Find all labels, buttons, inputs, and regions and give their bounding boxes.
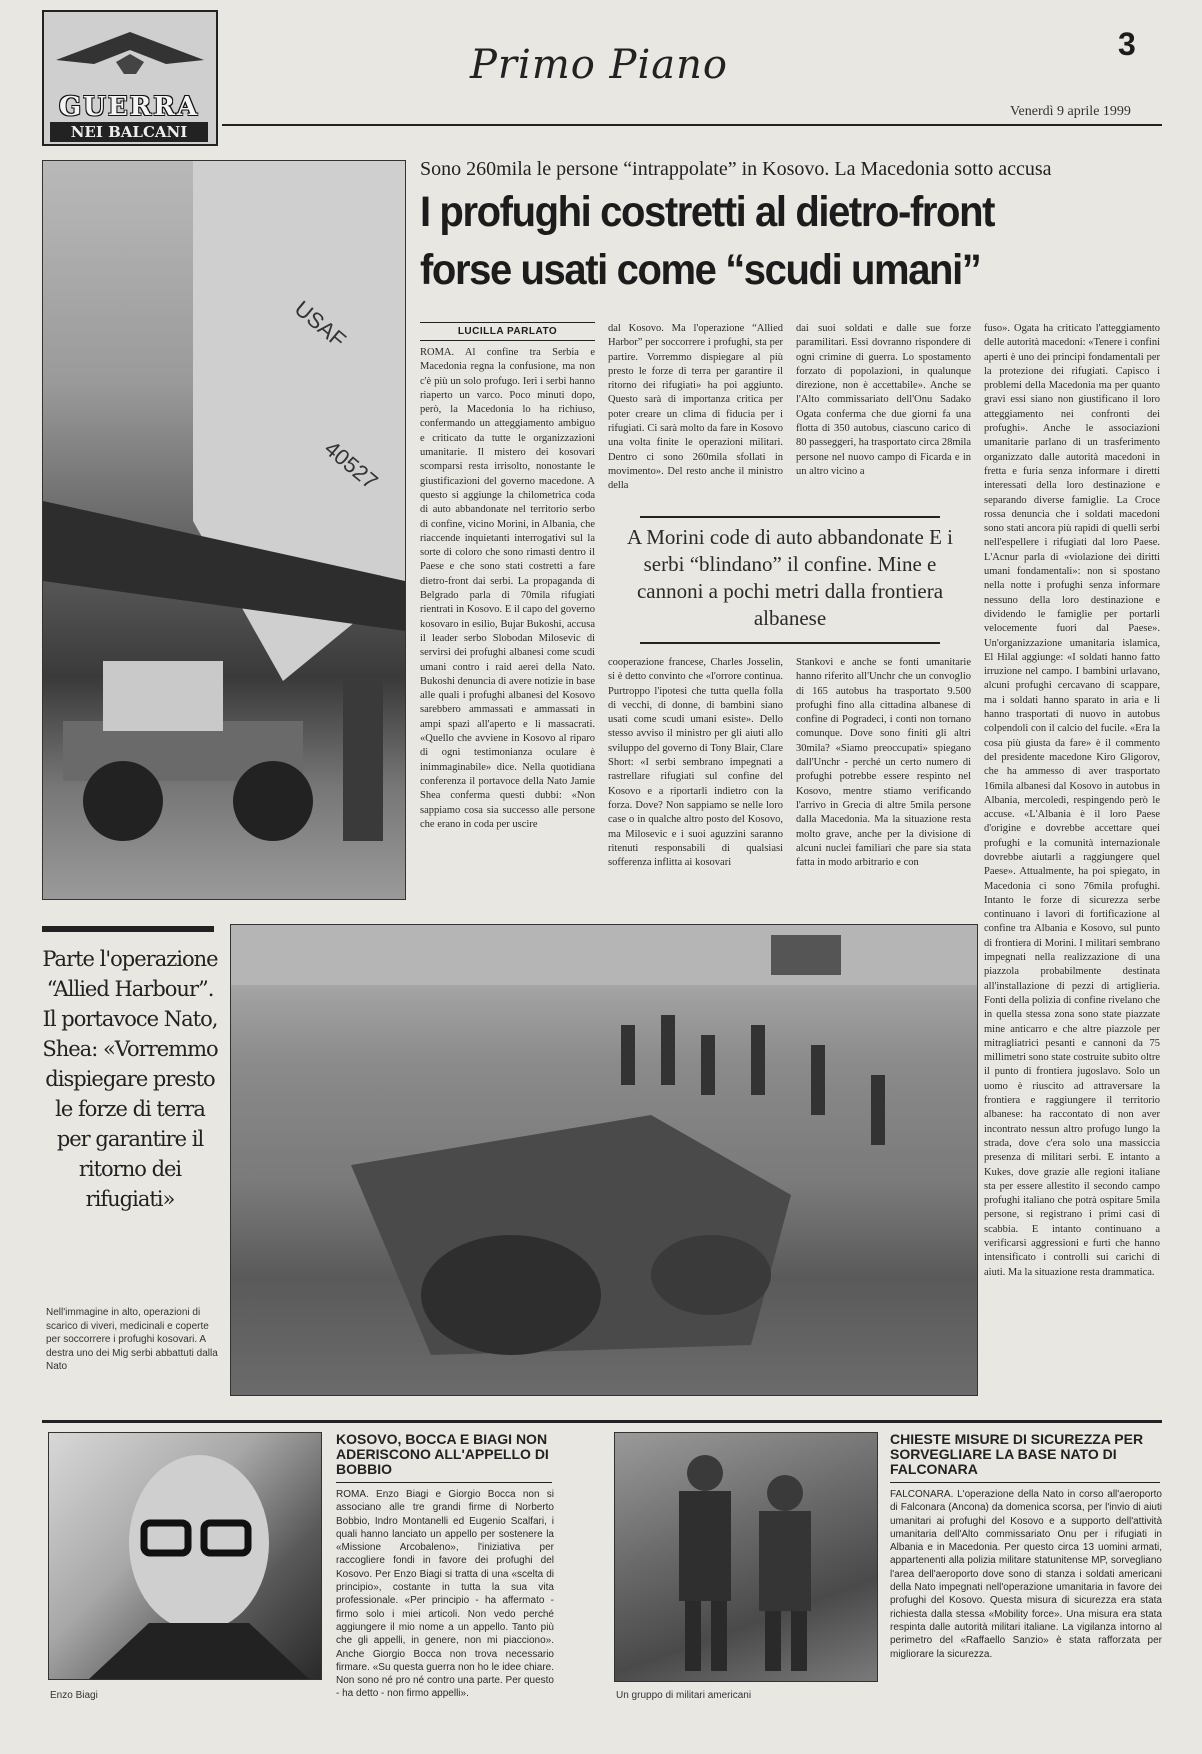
byline-rule-bottom	[420, 340, 595, 341]
pullquote-rule-top	[640, 516, 940, 518]
american-soldiers-photo	[614, 1432, 878, 1682]
bottom-right-body: FALCONARA. L'operazione della Nato in corso all'aeroporto di Falconara (Ancona) da domenica scorsa, per l'invio di aiuti umanitari ai profughi del Kosovo e a supporto dell'attività umanitaria dell'Alto commissariato Onu per i rifugiati in Albania e in Macedonia. Per questo circa 13 uomini armati, appartenenti alla polizia militare statunitense MP, sorvegliano l'area dell'aeroporto dove sono di stanza i soldati americani della Nato impegnati nell'operazione umanitaria in favore dei profughi del Kosovo. Questa misura di sicurezza era stata richiesta dalla stessa «Mobility force». Una misura era stata respinta dalle autorità militari italiane. La vigilanza intorno al perimetro del «Raffaello Sanzio» è stata rafforzata per migliorare la sicurezza.	[890, 1489, 1162, 1660]
byline: LUCILLA PARLATO	[457, 326, 558, 337]
page-title	[470, 42, 750, 88]
sidebar-rule	[42, 926, 214, 932]
cargo-plane-photo	[42, 160, 406, 900]
bottom-left-body: ROMA. Enzo Biagi e Giorgio Bocca non si associano alle tre grandi firme di Norberto Bobbio, Indro Montanelli ed Eugenio Scalfari, i quali hanno lanciato un appello per sostenere la «Missione Arcobaleno», l'iniziativa per raccogliere fondi in favore dei profughi del Kosovo. Per Enzo Biagi si tratta di una «scelta di principio», costante in tutta la sua vita professionale. «Per principio - ha affermato - firmo solo i miei articoli. Non vedo perché aggiungere il mio nome a un appello. Tanto più che gli appelli, in genere, non mi piacciono». Anche Giorgio Bocca non trova necessario firmare. «Su questa guerra non ho le idee chiare. Non sono né pro né contro una parte. Per questo - ha detto - non firmo appelli».	[336, 1489, 554, 1698]
photo-caption: Nell'immagine in alto, operazioni di scarico di viveri, medicinali e coperte per soccorrere i profughi kosovari. A destra uno dei Mig serbi abbattuti dalla Nato	[46, 1307, 218, 1372]
section-badge-top: GUERRA	[58, 92, 200, 122]
headline-line-2: forse usati come “scudi umani”	[420, 246, 981, 294]
article-column-2-top: dal Kosovo. Ma l'operazione “Allied Harbor” per soccorrere i profughi, sta per partire. Vorremmo dispiegare al più presto le forze di terra per garantire il ritorno dei rifugiati» ha poi aggiunto. Questo sarà di importanza critica per poter creare un clima di fiducia per i rifugiati. Ci sarà molto da fare in Kosovo una volta finite le operazioni militari. Dentro ci sono 260mila sfollati in movimento». Del resto anche il ministro della	[608, 323, 783, 492]
article-column-4: fuso». Ogata ha criticato l'atteggiamento delle autorità macedoni: «Tenere i confini aperti è uno dei principi fondamentali per la protezione dei rifugiati. Capisco i problemi della Macedonia ma per quanto gravi essi siano non giustificano il loro atteggiamento nei confronti dei profughi». Anche le associazioni umanitarie parlano di un trasferimento organizzato dalle autorità macedoni in fretta e furia senza informare i diretti interessati della loro destinazione e separando diverse famiglie. La Croce rossa denuncia che i soldati macedoni sono stati ancora più rapidi di quelli serbi nell'espellere i rifugiati dal loro Paese. L'Acnur parla di «violazione dei diritti umani fondamentali»: non si spostano nella notte i profughi senza informare nessuno della loro destinazione e dividendo le famiglie per portarli velocemente fuori dal Paese». Un'organizzazione umanitaria islamica, El Hilal aggiunge: «I soldati hanno fatto irruzione nel campo. I bambini urlavano, alcuni profughi cercavano di scappare, ma i soldati hanno sparato in aria e li hanno trasportati di nuovo in autobus colpendoli con il calcio del fucile. «Era la cosa più giusta da fare» è il commento del presidente macedone Kiro Gligorov, che ha ammesso di aver trasportato 16mila albanesi dal Kosovo in autobus in Albania, mercoledì, respingendo però le accuse. «L'Albania è il loro Paese d'origine e dovrebbe accettare quei profughi e la comunità internazionale dovrebbe aiutarli a raggiungere quel Paese». Attualmente, ha poi spiegato, in Macedonia ci sono 76mila profughi. Intanto le forze di sicurezza serbe continuano i lavori di fortificazione al confine tra Albania e Kosovo, sul punto di frontiera di Morini. I militari sembrano impegnati nella realizzazione di una piazzola probabilmente destinata all'installazione di pezzi di artiglieria. Fonti della polizia di confine rivelano che in quella stessa zona sono state piazzate mine anticarro e che altre piazzole per mitragliatrici pesanti e cannoni da 75 millimetri sono state costruite subito oltre il punto di frontiera jugoslavo. Solo un uomo è riuscito ad attraversare la frontiera e raggiungere il territorio albanese: ha raccontato di non aver incontrato nessun altro profugo lungo la strada, dove c'era solo una massiccia presenza di militari serbi. E intanto a Kukes, dove grazie alle regioni italiane sta per essere allestito il secondo campo profughi italiano che potrà ospitare 5mila persone, si registrano i primi casi di scabbia. E intanto continuano a verificarsi aggressioni e furti che hanno intensificato i controlli sui carichi di aiuti. Ma la situazione resta drammatica.	[984, 323, 1160, 1278]
section-badge	[42, 10, 218, 146]
date: Venerdì 9 aprile 1999	[1010, 104, 1131, 119]
article-column-1: ROMA. Al confine tra Serbia e Macedonia regna la confusione, ma non c'è più un solo profugo. Ieri i serbi hanno riaperto un varco. Poco minuti dopo, però, la Macedonia lo ha richiuso, confermando un atteggiamento ambiguo e criticato da tutte le organizzazioni umanitarie. Il mistero dei kosovari scomparsi resta irrisolto, nonostante le giustificazioni del governo macedone. A questo si aggiunge la chilometrica coda di auto abbandonate nel territorio serbo di confine, vicino Morini, in Albania, che riaccende inquietanti interrogativi sul la sorte di coloro che sono rimasti dentro il Paese e che sono stati costretti a fare dietro-front dai serbi. La propaganda di Belgrado parla di 70mila rifugiati rientrati in Kosovo. E il capo del governo kosovaro in esilio, Bujar Bukoshi, accusa il leader serbo Slobodan Milosevic di servirsi dei profughi albanesi come scudi umani contro i raid aerei della Nato. Bukoshi denuncia di avere notizie in base alle quali i profughi albanesi del Kosovo sarebbero ammassati e ammassati in ampi spazi all'aperto e li massacrati. «Quello che avviene in Kosovo al riparo di ogni testimonianza oculare è inimmaginabile» dice. Nella quotidiana conferenza il portavoce della Nato Jamie Shea conferma questi dubbi: «Non sappiamo cosa sia successo alle persone che erano in coda per uscire	[420, 347, 595, 830]
plane-marking-usaf: USAF	[289, 295, 351, 353]
soldiers-illustration	[615, 1433, 877, 1681]
enzo-biagi-caption: Enzo Biagi	[50, 1690, 98, 1701]
article-column-3-top: dai suoi soldati e dalle sue forze paramilitari. Essi dovranno rispondere di ogni crimine di guerra. Lo spostamento forzato di popolazioni, in qualunque direzione, non è accettabile». Anche se l'Alto commissariato dell'Onu Sadako Ogata conferma che due giorni fa una flotta di 350 autobus, ciascuno carico di 80 passeggeri, ha trasportato circa 28mila persone nel nuovo campo di Ficarda e in un altro vicino a	[796, 323, 971, 477]
bottom-right-headline: CHIESTE MISURE DI SICUREZZA PER SORVEGLIARE LA BASE NATO DI FALCONARA	[890, 1431, 1144, 1477]
soldiers-caption: Un gruppo di militari americani	[616, 1690, 752, 1701]
bottom-left-headline: KOSOVO, BOCCA E BIAGI NON ADERISCONO ALL'APPELLO DI BOBBIO	[336, 1431, 549, 1477]
wreck-illustration	[231, 925, 977, 1395]
pullquote: A Morini code di auto abbandonate E i serbi “blindano” il confine. Mine e cannoni a pochi metri dalla frontiera albanese	[626, 525, 953, 630]
byline-rule	[420, 322, 595, 323]
bottom-section-rule	[42, 1420, 1162, 1423]
page-title-text: Primo Piano	[470, 42, 728, 88]
pullquote-rule-bottom	[640, 642, 940, 644]
cargo-plane-illustration	[43, 161, 405, 899]
stealth-plane-icon	[46, 18, 214, 88]
article-column-2-bottom: cooperazione francese, Charles Josselin, si è detto convinto che «l'orrore continua. Purtroppo l'ipotesi che tutta quella folla di vecchi, di donne, di bambini siano usati come scudi umani esiste». Dello stesso avviso il ministro per gli aiuti allo sviluppo del governo di Tony Blair, Clare Short: «I serbi sembrano impegnati a rastrellare rifugiati sul confine del Kosovo e a riportarli indietro con la forza. Dove? Non sappiamo se nelle loro case o in qualche altro posto del Kosovo, ma Milosevic e i suoi aguzzini saranno ritenuti responsabili di qualsiasi sofferenza inflitta ai kosovari	[608, 657, 783, 869]
bottom-left-rule	[336, 1482, 552, 1483]
portrait-illustration	[49, 1433, 321, 1679]
page-number: 3	[1118, 26, 1136, 62]
bottom-right-rule	[890, 1482, 1160, 1483]
sidebar-quote: Parte l'operazione “Allied Harbour”. Il portavoce Nato, Shea: «Vorremmo dispiegare presto le forze di terra per garantire il ritorno dei rifugiati»	[42, 947, 218, 1211]
mig-wreck-photo	[230, 924, 978, 1396]
article-column-3-bottom: Stankovi e anche se fonti umanitarie hanno riferito all'Unchr che un convoglio di 165 autobus ha trasportato 9.500 profughi fino alla cittadina albanese di confine di Pogradeci, i conti non tornano comunque. Dove sono finiti gli altri 30mila? «Siamo preoccupati» spiegano dall'Unchr - perché un certo numero di profughi potrebbe essere respinto nel Kosovo, mentre stiamo verificando l'arrivo in Grecia di altre 5mila persone dalla Macedonia. Ma la situazione resta molto grave, anche per la divisione di alcuni nuclei familiari che pare sia stata fatta in modo arbitrario e con	[796, 657, 971, 869]
plane-marking-number: 40527	[319, 435, 383, 495]
enzo-biagi-photo	[48, 1432, 322, 1680]
section-badge-bottom: NEI BALCANI	[50, 122, 208, 142]
headline-line-1: I profughi costretti al dietro-front	[420, 188, 995, 236]
header-rule	[222, 124, 1162, 126]
kicker: Sono 260mila le persone “intrappolate” in Kosovo. La Macedonia sotto accusa	[420, 158, 1052, 180]
